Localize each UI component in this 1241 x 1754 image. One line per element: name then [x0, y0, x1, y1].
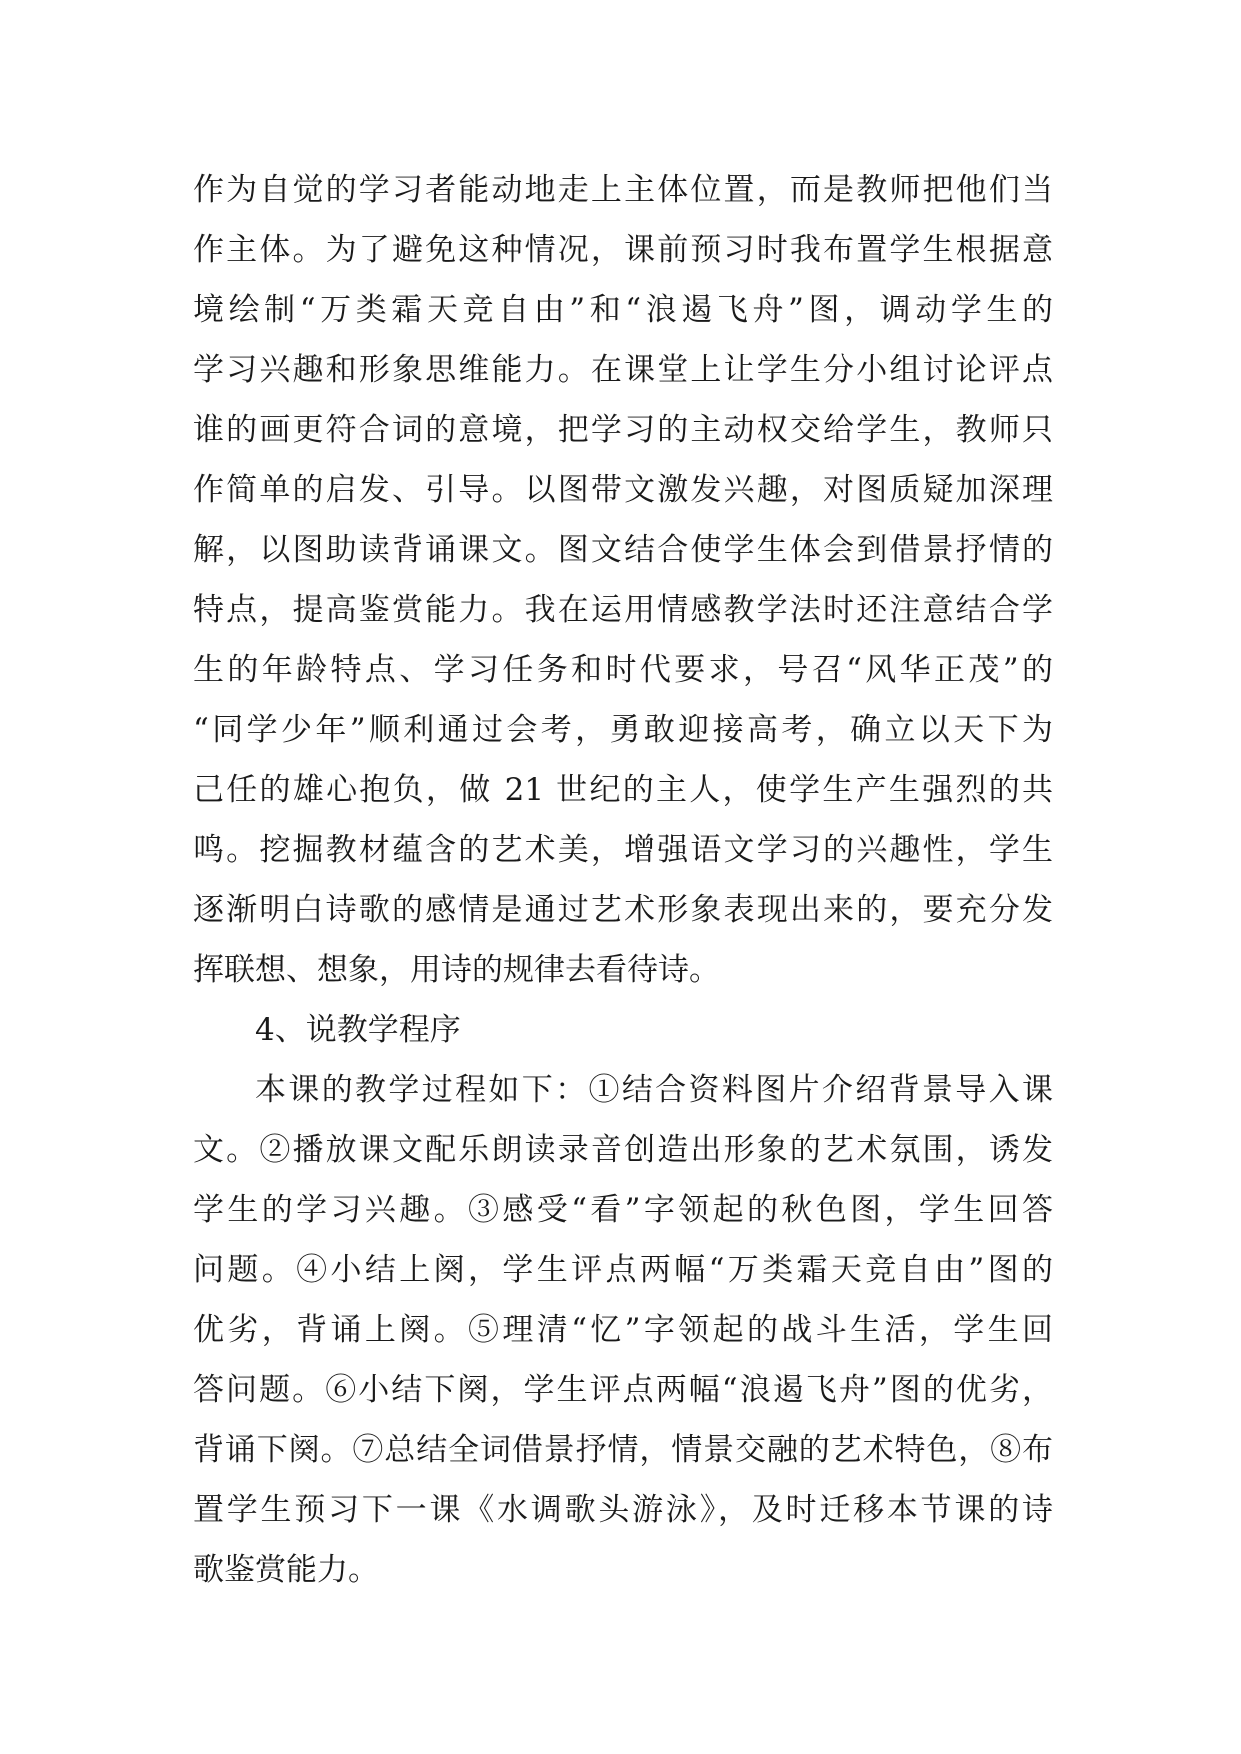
text-line: 文。②播放课文配乐朗读录音创造出形象的艺术氛围，诱发: [193, 1132, 1053, 1168]
text-line: 境绘制“万类霜天竞自由”和“浪遏飞舟”图，调动学生的: [193, 292, 1053, 328]
text-line: 本课的教学过程如下：①结合资料图片介绍背景导入课: [255, 1072, 1053, 1108]
text-line: 答问题。⑥小结下阕，学生评点两幅“浪遏飞舟”图的优劣，: [193, 1372, 1053, 1408]
text-line: 优劣，背诵上阕。⑤理清“忆”字领起的战斗生活，学生回: [193, 1312, 1053, 1348]
text-line: 作主体。为了避免这种情况，课前预习时我布置学生根据意: [193, 232, 1053, 268]
body-text: [193, 160, 1053, 1600]
text-line: 学生的学习兴趣。③感受“看”字领起的秋色图，学生回答: [193, 1192, 1053, 1228]
text-line: 问题。④小结上阕，学生评点两幅“万类霜天竞自由”图的: [193, 1252, 1053, 1288]
text-line: 作简单的启发、引导。以图带文激发兴趣，对图质疑加深理: [193, 472, 1053, 508]
text-line: 作为自觉的学习者能动地走上主体位置，而是教师把他们当: [193, 172, 1053, 208]
text-line: 己任的雄心抱负，做 21 世纪的主人，使学生产生强烈的共: [193, 772, 1053, 808]
text-line: 歌鉴赏能力。: [193, 1552, 379, 1588]
text-line: “同学少年”顺利通过会考，勇敢迎接高考，确立以天下为: [193, 712, 1053, 748]
text-line: 谁的画更符合词的意境，把学习的主动权交给学生，教师只: [193, 412, 1053, 448]
text-line: 鸣。挖掘教材蕴含的艺术美，增强语文学习的兴趣性，学生: [193, 832, 1053, 868]
text-line: 逐渐明白诗歌的感情是通过艺术形象表现出来的，要充分发: [193, 892, 1053, 928]
text-line: 特点，提高鉴赏能力。我在运用情感教学法时还注意结合学: [193, 592, 1053, 628]
text-line: 学习兴趣和形象思维能力。在课堂上让学生分小组讨论评点: [193, 352, 1053, 388]
text-line: 挥联想、想象，用诗的规律去看待诗。: [193, 952, 720, 988]
text-line: 背诵下阕。⑦总结全词借景抒情，情景交融的艺术特色，⑧布: [193, 1432, 1053, 1468]
text-line: 解，以图助读背诵课文。图文结合使学生体会到借景抒情的: [193, 532, 1053, 568]
text-line: 置学生预习下一课《水调歌头游泳》，及时迁移本节课的诗: [193, 1492, 1053, 1528]
text-line: 生的年龄特点、学习任务和时代要求，号召“风华正茂”的: [193, 652, 1053, 688]
section-heading: 4、说教学程序: [255, 1012, 461, 1048]
